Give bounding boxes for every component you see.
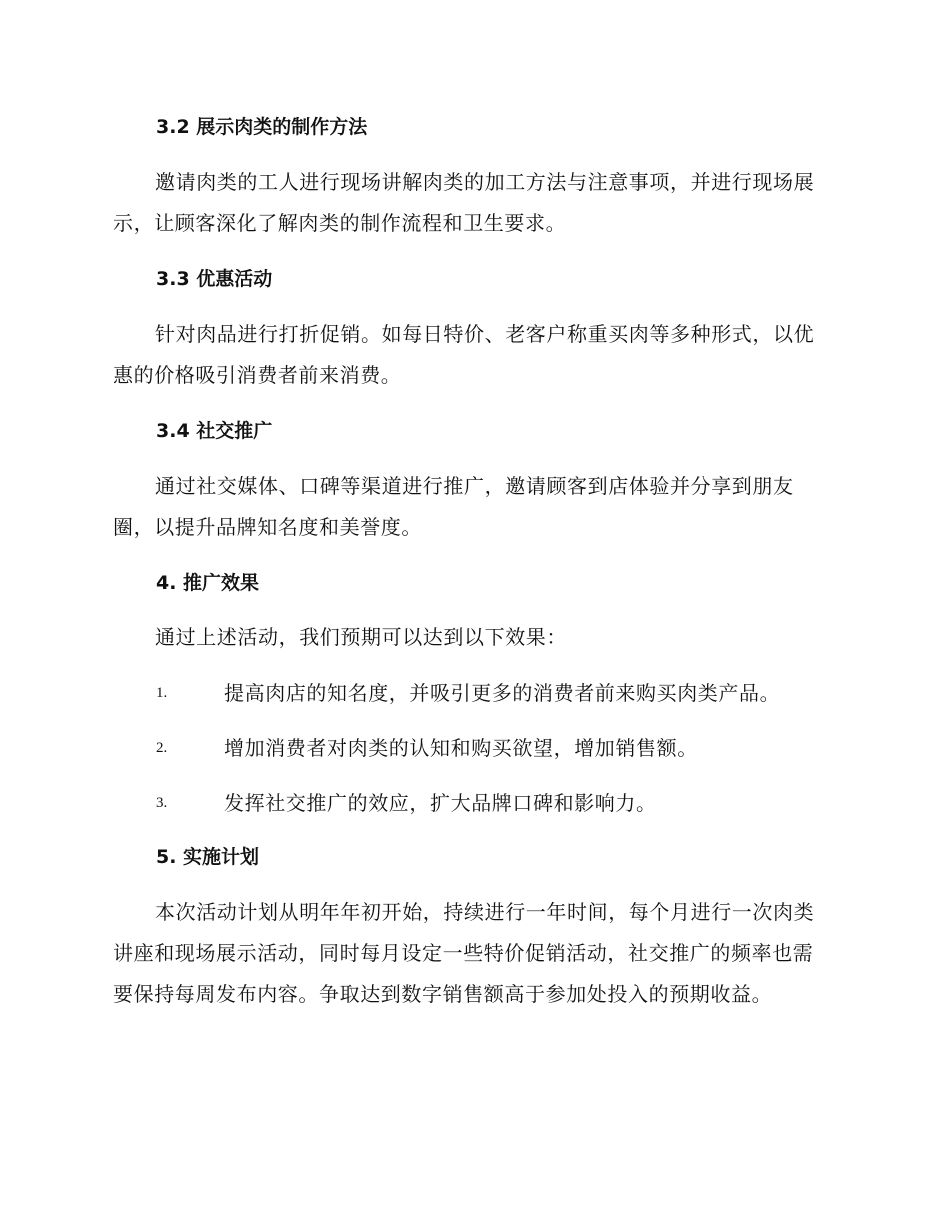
list-item-number: 2. [156,740,168,756]
list-item-text: 发挥社交推广的效应，扩大品牌口碑和影响力。 [224,791,657,815]
section-3-4-body: 通过社交媒体、口碑等渠道进行推广，邀请顾客到店体验并分享到朋友圈，以提升品牌知名度和美誉度。 [113,474,794,539]
section-3-3-body: 针对肉品进行打折促销。如每日特价、老客户称重买肉等多种形式，以优惠的价格吸引消费者前来消费。 [113,322,815,387]
list-item [156,678,856,708]
section-3-2-heading: 3.2 展示肉类的制作方法 [156,116,368,138]
list-item-number: 3. [156,795,168,811]
list-item [156,733,856,763]
section-3-4-heading: 3.4 社交推广 [156,420,273,442]
list-item-text: 提高肉店的知名度，并吸引更多的消费者前来购买肉类产品。 [224,681,781,705]
list-item-number: 1. [156,685,168,701]
section-4-heading: 4. 推广效果 [156,572,260,594]
section-5-heading: 5. 实施计划 [156,846,260,868]
list-item [156,788,856,818]
section-3-2-body: 邀请肉类的工人进行现场讲解肉类的加工方法与注意事项，并进行现场展示，让顾客深化了解肉类的制作流程和卫生要求。 [113,170,815,235]
list-item-text: 增加消费者对肉类的认知和购买欲望，增加销售额。 [224,736,698,760]
section-4-intro: 通过上述活动，我们预期可以达到以下效果： [155,625,567,649]
section-3-3-heading: 3.3 优惠活动 [156,268,273,290]
section-5-body: 本次活动计划从明年年初开始，持续进行一年时间，每个月进行一次肉类讲座和现场展示活动，同时每月设定一些特价促销活动，社交推广的频率也需要保持每周发布内容。争取达到数字销售额高于参加处投入的预期收益。 [113,900,815,1006]
